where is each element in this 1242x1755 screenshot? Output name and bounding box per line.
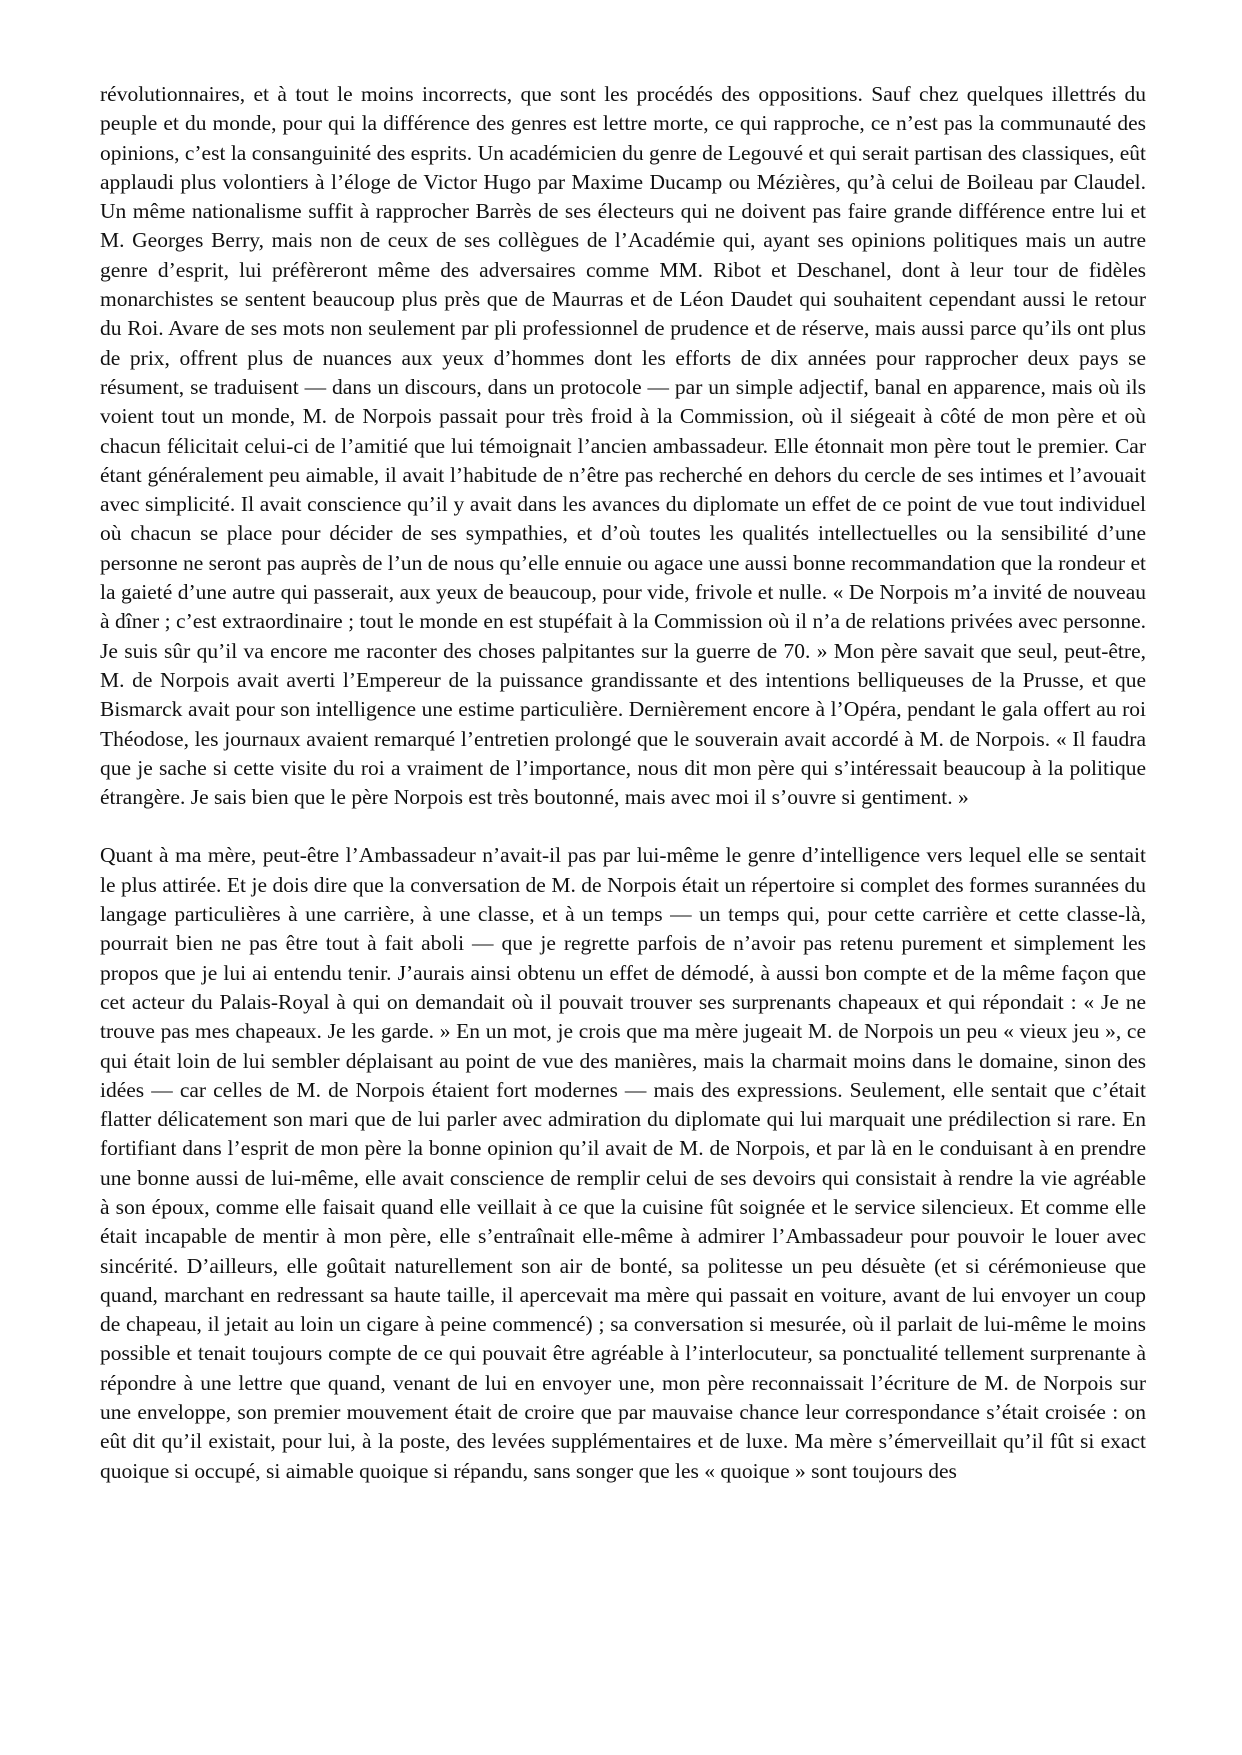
paragraph-2: Quant à ma mère, peut-être l’Ambassadeur n’avait-il pas par lui-même le genre d’intelligence vers lequel elle se sentait le plus attirée. Et je dois dire que la conversation de M. de Norpois était un répertoire si complet des formes surannées du langage particulières à une carrière, à une classe, et à un temps — un temps qui, pour cette carrière et cette classe-là, pourrait bien ne pas être tout à fait aboli — que je regrette parfois de n’avoir pas retenu purement et simplement les propos que je lui ai entendu tenir. J’aurais ainsi obtenu un effet de démodé, à aussi bon compte et de la même façon que cet acteur du Palais-Royal à qui on demandait où il pouvait trouver ses surprenants chapeaux et qui répondait : « Je ne trouve pas mes chapeaux. Je les garde. » En un mot, je crois que ma mère jugeait M. de Norpois un peu « vieux jeu », ce qui était loin de lui sembler déplaisant au point de vue des manières, mais la charmait moins dans le domaine, sinon des idées — car celles de M. de Norpois étaient fort modernes — mais des expressions. Seulement, elle sentait que c’était flatter délicatement son mari que de lui parler avec admiration du diplomate qui lui marquait une prédilection si rare. En fortifiant dans l’esprit de mon père la bonne opinion qu’il avait de M. de Norpois, et par là en le conduisant à en prendre une bonne aussi de lui-même, elle avait conscience de remplir celui de ses devoirs qui consistait à rendre la vie agréable à son époux, comme elle faisait quand elle veillait à ce que la cuisine fût soignée et le service silencieux. Et comme elle était incapable de mentir à mon père, elle s’entraînait elle-même à admirer l’Ambassadeur pour pouvoir le louer avec sincérité. D’ailleurs, elle goûtait naturellement son air de bonté, sa politesse un peu désuète (et si cérémonieuse que quand, marchant en redressant sa haute taille, il apercevait ma mère qui passait en voiture, avant de lui envoyer un coup de chapeau, il jetait au loin un cigare à peine commencé) ; sa conversation si mesurée, où il parlait de lui-même le moins possible et tenait toujours compte de ce qui pouvait être agréable à l’interlocuteur, sa ponctualité tellement surprenante à répondre à une lettre que quand, venant de lui en envoyer une, mon père reconnaissait l’écriture de M. de Norpois sur une enveloppe, son premier mouvement était de croire que par mauvaise chance leur correspondance s’était croisée : on eût dit qu’il existait, pour lui, à la poste, des levées supplémentaires et de luxe. Ma mère s’émerveillait qu’il fût si exact quoique si occupé, si aimable quoique si répandu, sans songer que les « quoique » sont toujours des [100, 843, 1146, 1483]
document-page [100, 80, 1146, 1486]
paragraph-1: révolutionnaires, et à tout le moins incorrects, que sont les procédés des oppositions. Sauf chez quelques illettrés du peuple et du monde, pour qui la différence des genres est lettre morte, ce qui rapproche, ce n’est pas la communauté des opinions, c’est la consanguinité des esprits. Un académicien du genre de Legouvé et qui serait partisan des classiques, eût applaudi plus volontiers à l’éloge de Victor Hugo par Maxime Ducamp ou Mézières, qu’à celui de Boileau par Claudel. Un même nationalisme suffit à rapprocher Barrès de ses électeurs qui ne doivent pas faire grande différence entre lui et M. Georges Berry, mais non de ceux de ses collègues de l’Académie qui, ayant ses opinions politiques mais un autre genre d’esprit, lui préfèreront même des adversaires comme MM. Ribot et Deschanel, dont à leur tour de fidèles monarchistes se sentent beaucoup plus près que de Maurras et de Léon Daudet qui souhaitent cependant aussi le retour du Roi. Avare de ses mots non seulement par pli professionnel de prudence et de réserve, mais aussi parce qu’ils ont plus de prix, offrent plus de nuances aux yeux d’hommes dont les efforts de dix années pour rapprocher deux pays se résument, se traduisent — dans un discours, dans un protocole — par un simple adjectif, banal en apparence, mais où ils voient tout un monde, M. de Norpois passait pour très froid à la Commission, où il siégeait à côté de mon père et où chacun félicitait celui-ci de l’amitié que lui témoignait l’ancien ambassadeur. Elle étonnait mon père tout le premier. Car étant généralement peu aimable, il avait l’habitude de n’être pas recherché en dehors du cercle de ses intimes et l’avouait avec simplicité. Il avait conscience qu’il y avait dans les avances du diplomate un effet de ce point de vue tout individuel où chacun se place pour décider de ses sympathies, et d’où toutes les qualités intellectuelles ou la sensibilité d’une personne ne seront pas auprès de l’un de nous qu’elle ennuie ou agace une aussi bonne recommandation que la rondeur et la gaieté d’une autre qui passerait, aux yeux de beaucoup, pour vide, frivole et nulle. « De Norpois m’a invité de nouveau à dîner ; c’est extraordinaire ; tout le monde en est stupéfait à la Commission où il n’a de relations privées avec personne. Je suis sûr qu’il va encore me raconter des choses palpitantes sur la guerre de 70. » Mon père savait que seul, peut-être, M. de Norpois avait averti l’Empereur de la puissance grandissante et des intentions belliqueuses de la Prusse, et que Bismarck avait pour son intelligence une estime particulière. Dernièrement encore à l’Opéra, pendant le gala offert au roi Théodose, les journaux avaient remarqué l’entretien prolongé que le souverain avait accordé à M. de Norpois. « Il faudra que je sache si cette visite du roi a vraiment de l’importance, nous dit mon père qui s’intéressait beaucoup à la politique étrangère. Je sais bien que le père Norpois est très boutonné, mais avec moi il s’ouvre si gentiment. » [100, 82, 1146, 810]
